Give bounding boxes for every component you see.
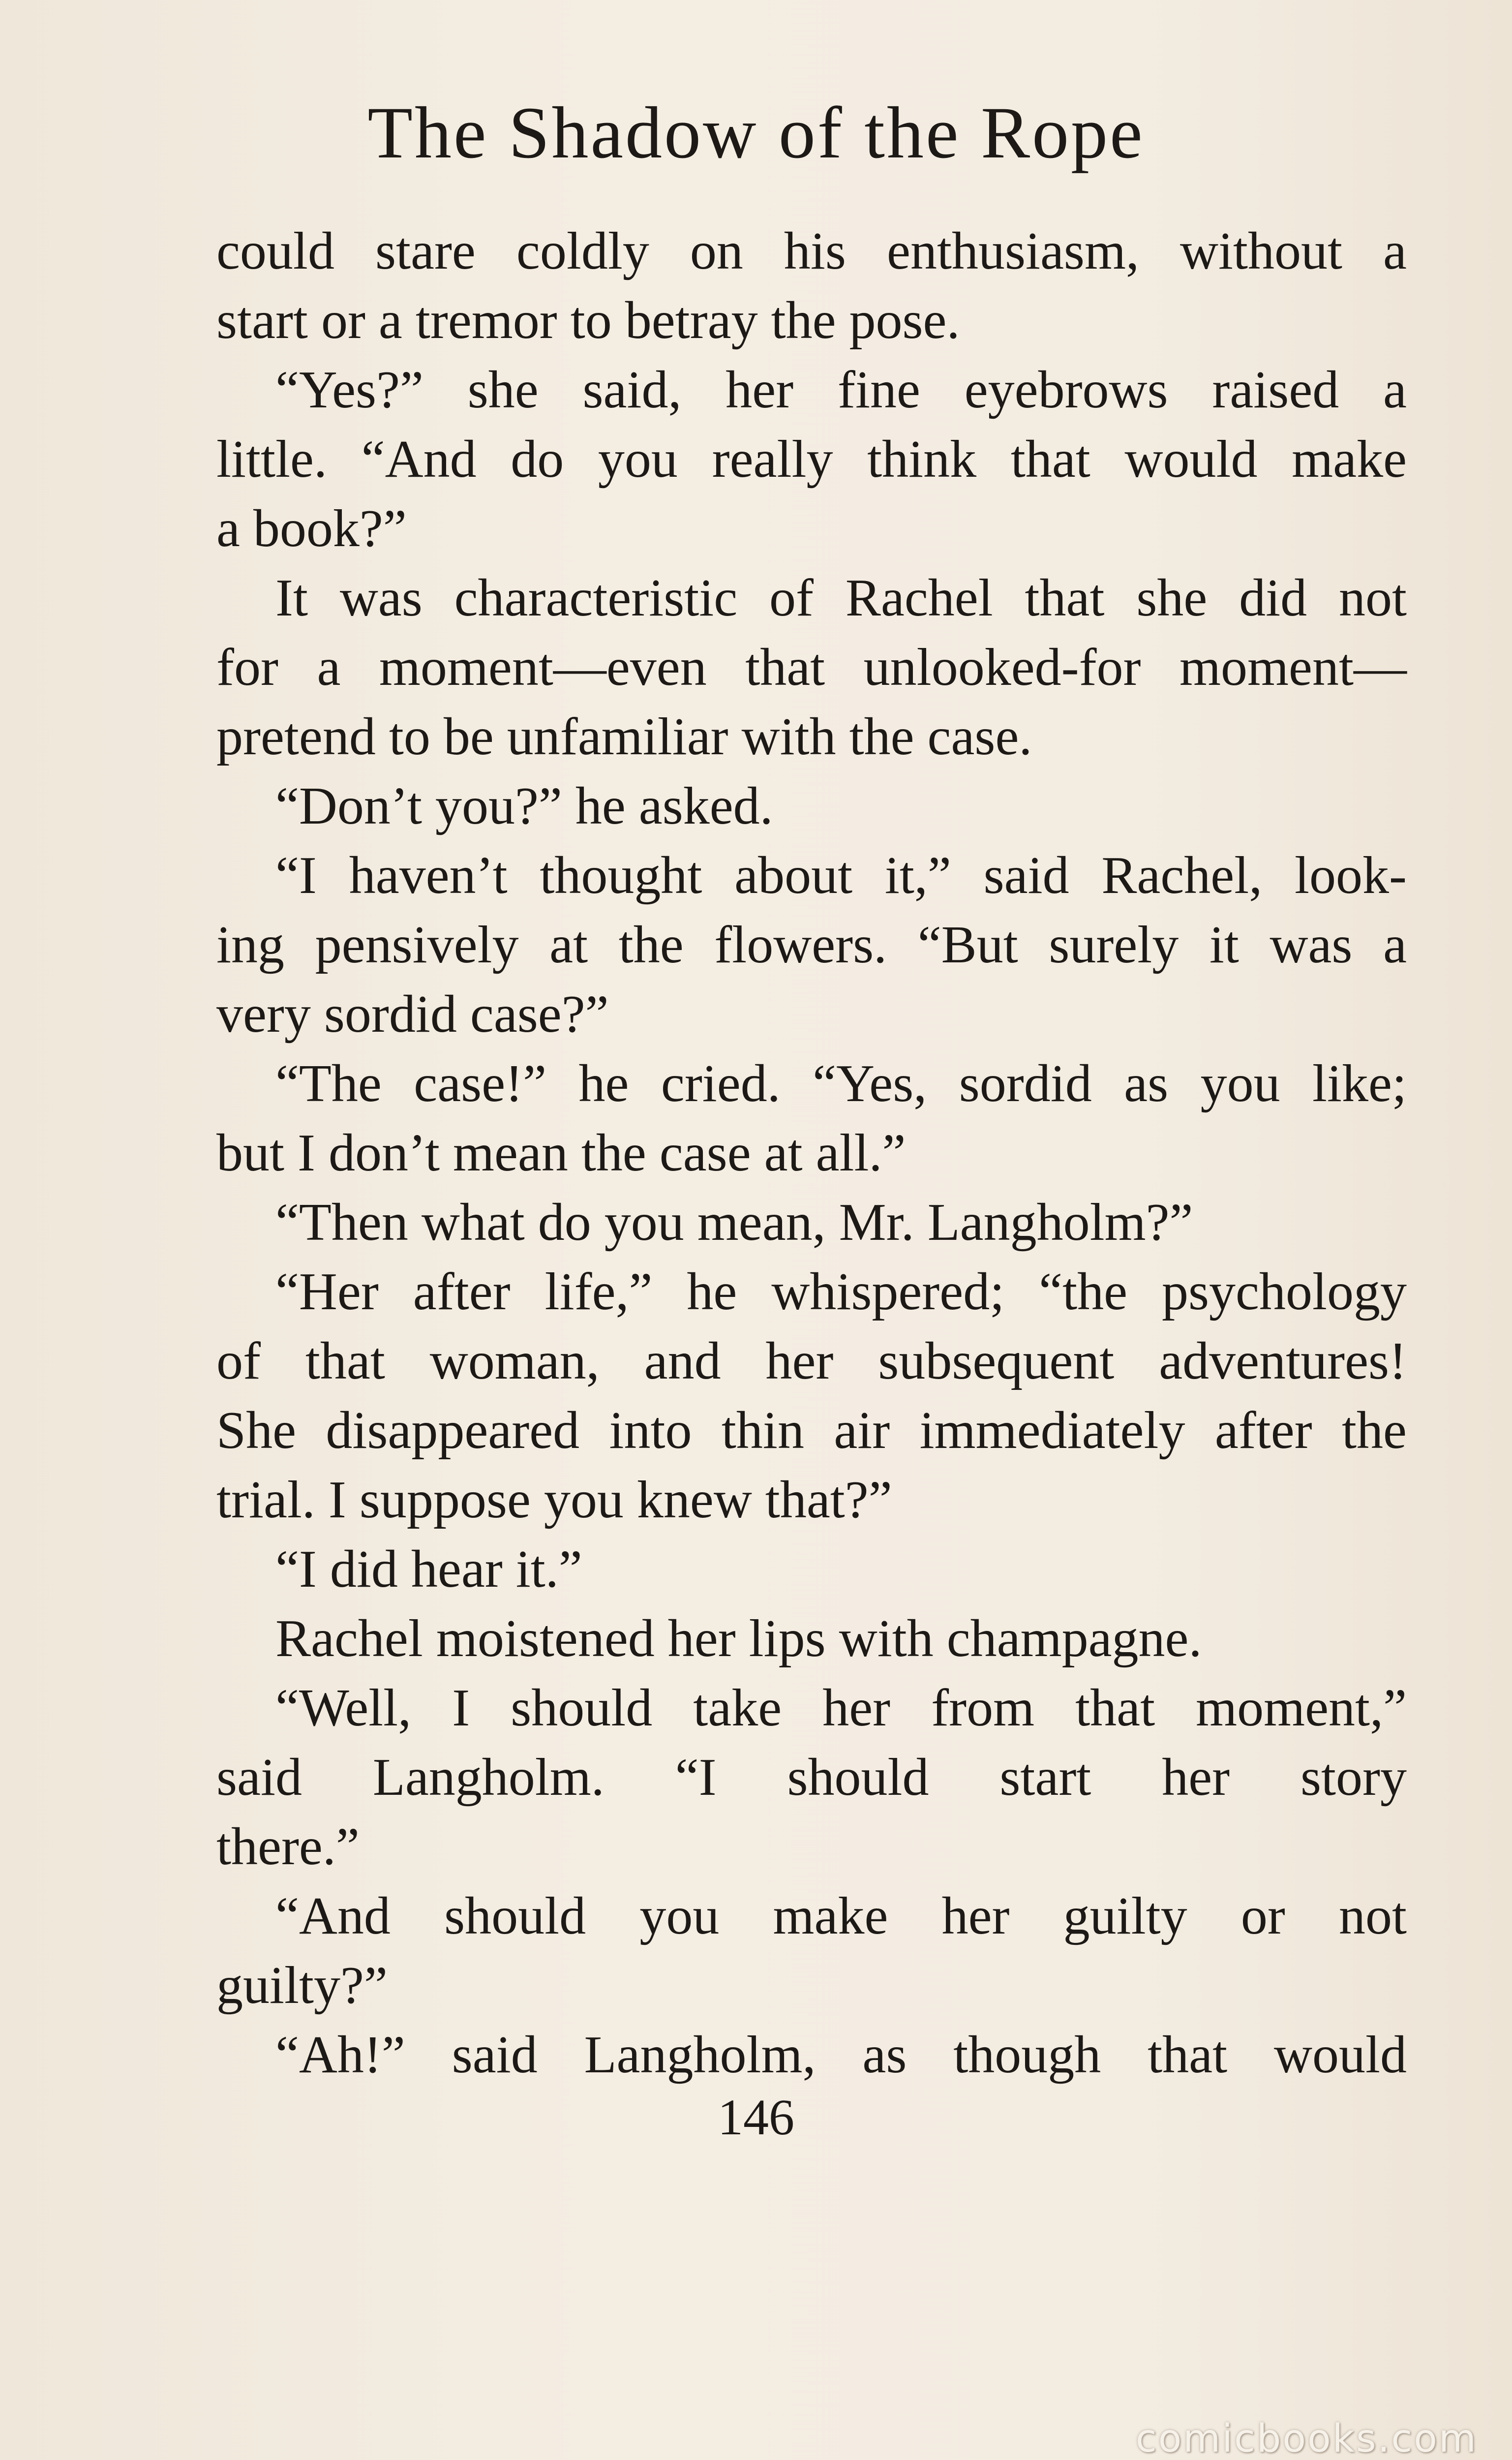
text-line: “Ah!” said Langholm, as though that would bbox=[275, 2026, 1407, 2084]
text-line: pretend to be unfamiliar with the case. bbox=[216, 707, 1032, 766]
text-line: of that woman, and her subsequent adventures! bbox=[216, 1332, 1407, 1390]
text-line: but I don’t mean the case at all.” bbox=[216, 1124, 906, 1182]
text-line: little. “And do you really think that would make bbox=[216, 430, 1407, 489]
text-line: said Langholm. “I should start her story bbox=[216, 1748, 1407, 1807]
text-line: Rachel moistened her lips with champagne. bbox=[275, 1609, 1202, 1668]
text-line: “Well, I should take her from that moment,” bbox=[275, 1679, 1407, 1737]
text-line: “Don’t you?” he asked. bbox=[275, 777, 773, 835]
text-line: “Then what do you mean, Mr. Langholm?” bbox=[275, 1193, 1193, 1252]
body-text bbox=[216, 216, 1407, 2090]
text-line: She disappeared into thin air immediately after the bbox=[216, 1401, 1407, 1460]
text-line: “And should you make her guilty or not bbox=[275, 1887, 1407, 1945]
text-line: It was characteristic of Rachel that she did not bbox=[275, 569, 1407, 627]
text-line: could stare coldly on his enthusiasm, without a bbox=[216, 222, 1407, 280]
text-line: a book?” bbox=[216, 499, 407, 558]
text-line: there.” bbox=[216, 1817, 360, 1876]
text-line: “The case!” he cried. “Yes, sordid as you like; bbox=[275, 1054, 1407, 1113]
text-line: guilty?” bbox=[216, 1956, 388, 2015]
running-head: The Shadow of the Rope bbox=[367, 92, 1145, 174]
text-line: ing pensively at the flowers. “But surely it was a bbox=[216, 916, 1407, 974]
text-line: start or a tremor to betray the pose. bbox=[216, 291, 960, 350]
text-line: for a moment—even that unlooked-for moment— bbox=[216, 638, 1407, 697]
page-number: 146 bbox=[718, 2089, 794, 2146]
text-line: “Her after life,” he whispered; “the psychology bbox=[275, 1262, 1407, 1321]
text-line: trial. I suppose you knew that?” bbox=[216, 1471, 892, 1529]
text-line: “I did hear it.” bbox=[275, 1540, 582, 1599]
text-line: “Yes?” she said, her fine eyebrows raised a bbox=[275, 361, 1407, 419]
watermark: comicbooks.com bbox=[1135, 2417, 1478, 2460]
text-line: very sordid case?” bbox=[216, 985, 609, 1044]
text-line: “I haven’t thought about it,” said Rachel, look- bbox=[275, 846, 1407, 905]
